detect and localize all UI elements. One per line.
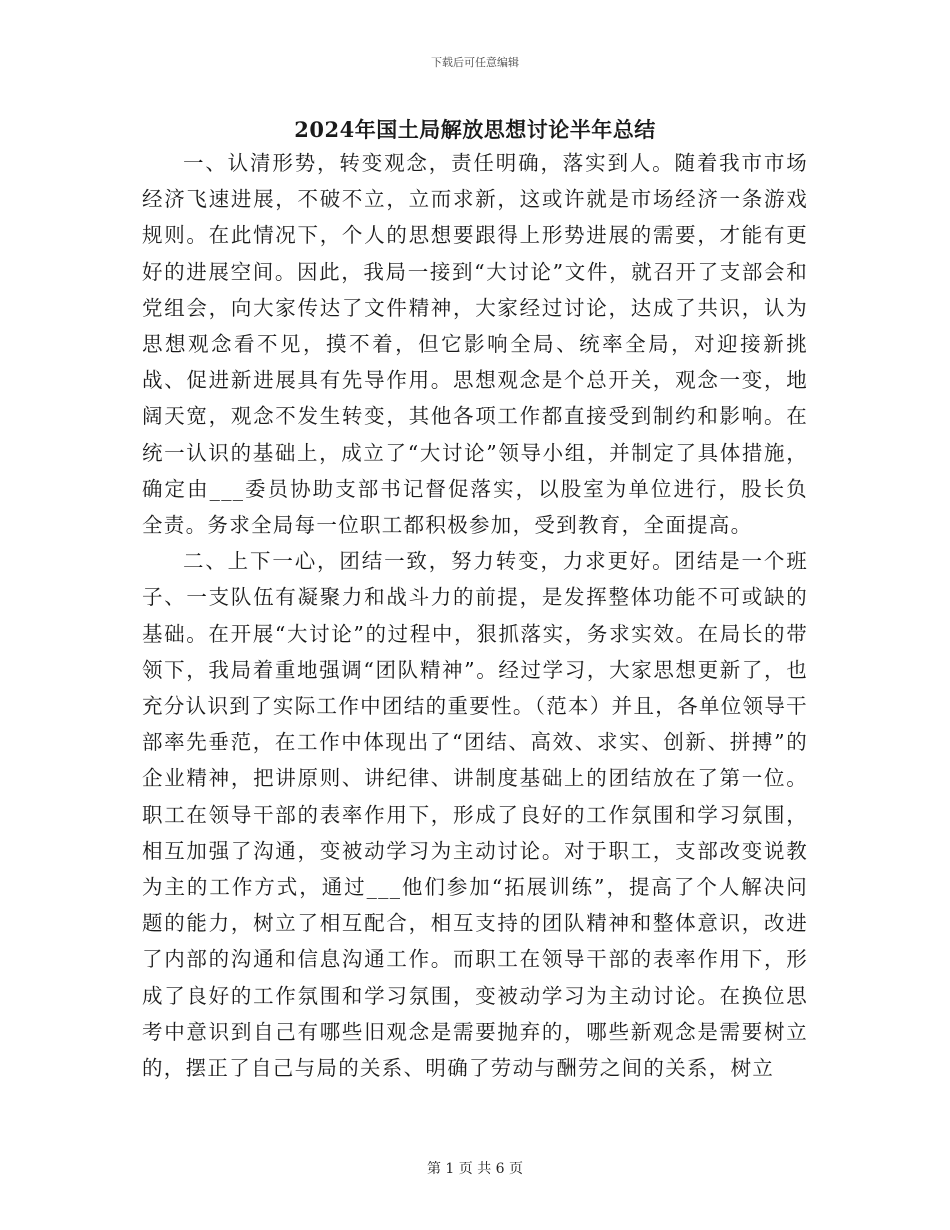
page-number: 第 1 页 共 6 页 (426, 1161, 524, 1177)
document-title: 2024年国土局解放思想讨论半年总结 (294, 117, 656, 142)
paragraph-1: 一、认清形势，转变观念，责任明确，落实到人。随着我市市场经济飞速进展，不破不立，立而求新，这或许就是市场经济一条游戏规则。在此情况下，个人的思想要跟得上形势进展的需要，才能有更好的进展空间。因此，我局一接到“大讨论”文件，就召开了支部会和党组会，向大家传达了文件精神，大家经过讨论，达成了共识，认为思想观念看不见，摸不着，但它影响全局、统率全局，对迎接新挑战、促进新进展具有先导作用。思想观念是个总开关，观念一变，地阔天宽，观念不发生转变，其他各项工作都直接受到制约和影响。在统一认识的基础上，成立了“大讨论”领导小组，并制定了具体措施，确定由___委员协助支部书记督促落实，以股室为单位进行，股长负全责。务求全局每一位职工都积极参加，受到教育，全面提高。 (142, 151, 808, 538)
document-body (142, 145, 808, 1086)
paragraph-2: 二、上下一心，团结一致，努力转变，力求更好。团结是一个班子、一支队伍有凝聚力和战斗力的前提，是发挥整体功能不可或缺的基础。在开展“大讨论”的过程中，狠抓落实，务求实效。在局长的带领下，我局着重地强调“团队精神”。经过学习，大家思想更新了，也充分认识到了实际工作中团结的重要性。（范本）并且，各单位领导干部率先垂范，在工作中体现出了“团结、高效、求实、创新、拼搏”的企业精神，把讲原则、讲纪律、讲制度基础上的团结放在了第一位。职工在领导干部的表率作用下，形成了良好的工作氛围和学习氛围，相互加强了沟通，变被动学习为主动讨论。对于职工，支部改变说教为主的工作方式，通过___他们参加“拓展训练”，提高了个人解决问题的能力，树立了相互配合，相互支持的团队精神和整体意识，改进了内部的沟通和信息沟通工作。而职工在领导干部的表率作用下，形成了良好的工作氛围和学习氛围，变被动学习为主动讨论。在换位思考中意识到自己有哪些旧观念是需要抛弃的，哪些新观念是需要树立的，摆正了自己与局的关系、明确了劳动与酬劳之间的关系，树立 (142, 549, 808, 1081)
header-note: 下载后可任意编辑 (431, 56, 519, 69)
